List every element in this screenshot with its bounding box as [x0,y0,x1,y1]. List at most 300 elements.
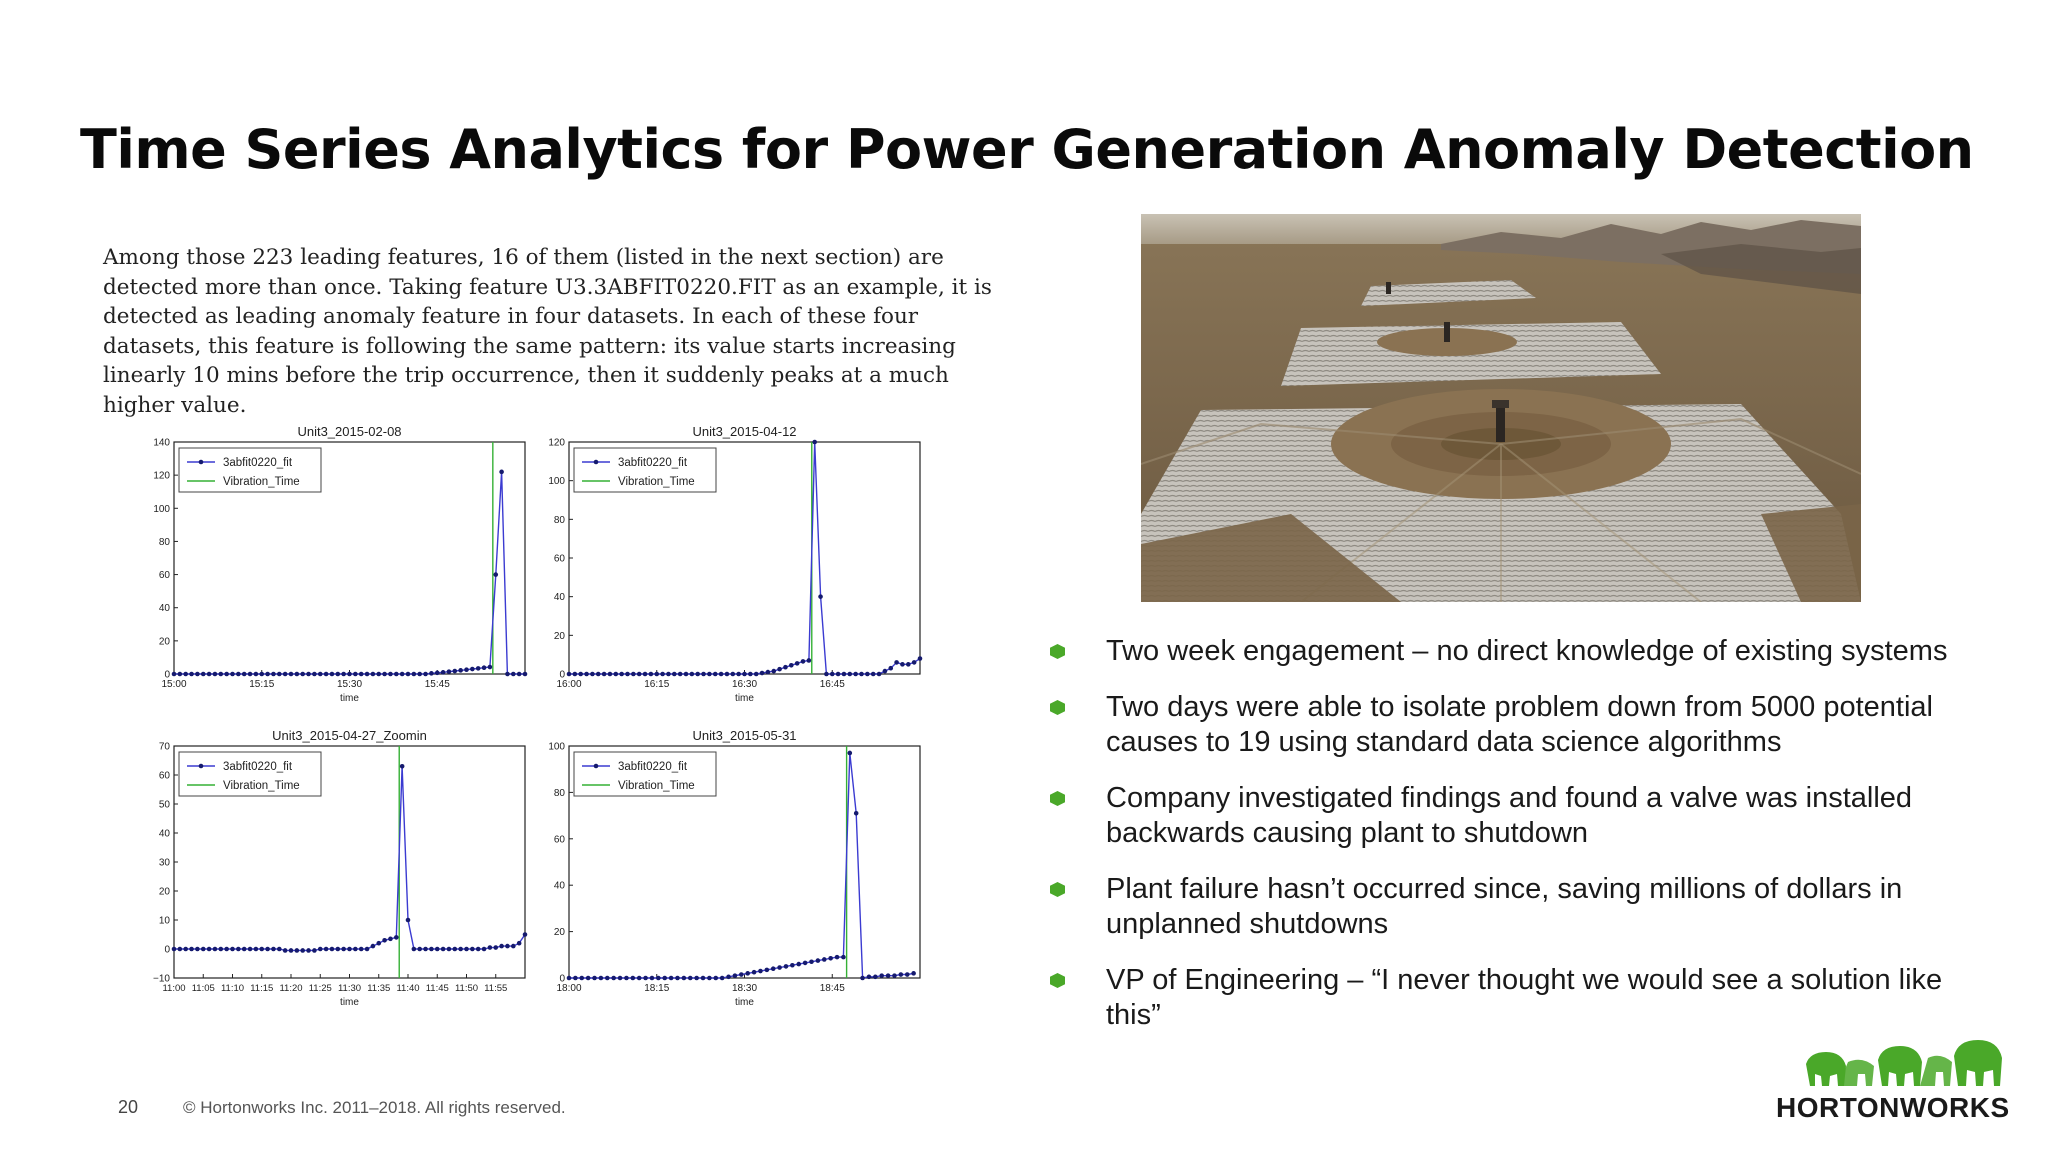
data-point [760,671,765,676]
chart-legend [179,448,321,492]
y-tick-label: 80 [158,536,170,548]
data-point [447,669,452,674]
data-point [499,470,504,475]
data-point [605,976,610,981]
chart-legend [574,752,716,796]
chart-svg [535,728,925,1016]
y-tick-label: 80 [553,787,565,799]
y-tick-label: 0 [559,973,565,985]
data-point [388,937,393,942]
data-point [271,947,276,952]
x-tick-label: 15:45 [424,679,450,690]
data-point [752,970,757,975]
data-point [382,672,387,677]
data-point [592,976,597,981]
chart-svg [140,728,530,1016]
data-point [394,672,399,677]
key-points-list [1050,634,1990,1054]
data-point [619,672,624,677]
data-point [300,672,305,677]
data-point [254,672,259,677]
legend-marker [199,460,204,465]
data-point [341,672,346,677]
y-tick-label: 120 [153,470,170,482]
data-point [312,948,317,953]
y-tick-label: 40 [158,603,170,615]
data-point [707,672,712,677]
data-point [219,672,224,677]
data-point [289,948,294,953]
data-point [400,672,405,677]
data-point [324,672,329,677]
data-point [860,976,865,981]
legend-label: 3abfit0220_fit [618,761,688,773]
data-point [848,751,853,756]
y-tick-label: 0 [164,944,170,956]
data-point [739,972,744,977]
data-point [412,947,417,952]
data-point [611,976,616,981]
data-point [818,594,823,599]
data-point [476,666,481,671]
data-point [365,947,370,952]
paper-excerpt: Among those 223 leading features, 16 of them (listed in the next section) are detected more than once. Taking feature U3.3ABFIT0220.FIT as an example, it is detected as leading anomaly feature in four datasets. In each of these four datasets, this feature is following the same pattern: its value starts increasing linearly 10 mins before the trip occurrence, then it suddenly peaks at a much higher value. [103,245,992,418]
chart-title: Unit3_2015-04-12 [692,424,797,439]
y-tick-label: 70 [158,741,170,753]
hexagon-bullet-icon [1050,791,1065,806]
data-point [201,672,206,677]
data-point [283,672,288,677]
data-point [499,944,504,949]
y-tick-label: 100 [548,476,565,488]
data-point [236,672,241,677]
data-point [666,672,671,677]
data-point [183,947,188,952]
y-tick-label: 20 [553,630,565,642]
page-number: 20 [118,1097,139,1117]
data-point [824,672,829,677]
x-axis-label: time [735,693,754,704]
data-point [347,672,352,677]
legend-label: Vibration_Time [223,780,300,792]
data-point [742,672,747,677]
data-point [783,665,788,670]
data-point [614,672,619,677]
data-point [842,672,847,677]
data-point [745,971,750,976]
data-point [726,975,731,980]
data-point [265,947,270,952]
bullet-item [1050,872,1990,942]
data-point [511,672,516,677]
data-point [213,672,218,677]
x-tick-label: 11:05 [191,983,215,994]
data-point [567,672,572,677]
x-tick-label: 11:10 [220,983,245,994]
data-point [371,672,376,677]
data-point [423,947,428,952]
data-point [725,672,730,677]
x-tick-label: 18:30 [731,983,758,994]
data-point [189,672,194,677]
data-point [412,672,417,677]
data-point [654,672,659,677]
y-tick-label: 20 [158,886,170,898]
data-point [675,976,680,981]
data-point [441,947,446,952]
data-point [330,672,335,677]
data-point [476,947,481,952]
y-tick-label: 100 [153,503,170,515]
data-point [224,672,229,677]
data-point [584,672,589,677]
data-point [183,672,188,677]
data-point [656,976,661,981]
x-tick-label: 15:15 [249,679,275,690]
bullet-text: Company investigated findings and found a valve was installed backwards causing plant to shutdown [1106,782,1913,849]
data-point [382,938,387,943]
y-tick-label: 60 [158,570,170,582]
data-point [277,672,282,677]
data-point [277,947,282,952]
data-point [470,667,475,672]
data-point [867,975,872,980]
x-tick-label: 18:15 [644,983,670,994]
data-point [482,947,487,952]
data-point [765,968,770,973]
data-point [417,947,422,952]
data-point [289,672,294,677]
data-point [912,660,917,665]
data-point [841,955,846,960]
data-point [905,972,910,977]
data-point [624,976,629,981]
data-point [435,947,440,952]
x-tick-label: 11:45 [425,983,449,994]
data-point [511,944,516,949]
data-point [336,947,341,952]
data-point [423,672,428,677]
data-point [672,672,677,677]
legend-label: Vibration_Time [223,476,300,488]
bullet-item [1050,690,1990,760]
data-point [790,963,795,968]
data-point [618,976,623,981]
data-point [590,672,595,677]
data-point [242,672,247,677]
data-point [731,672,736,677]
data-point [807,658,812,663]
hexagon-bullet-icon [1050,644,1065,659]
chart-legend [179,752,321,796]
x-tick-label: 16:15 [644,679,670,690]
legend-label: 3abfit0220_fit [223,457,293,469]
data-point [470,947,475,952]
data-point [195,947,200,952]
chart-legend [574,448,716,492]
chart-unit3-2015-05-31 [535,728,925,1016]
data-point [873,975,878,980]
data-point [701,976,706,981]
bullet-text: Two week engagement – no direct knowledge of existing systems [1106,635,1948,667]
data-point [694,976,699,981]
copyright-notice: © Hortonworks Inc. 2011–2018. All rights reserved. [183,1098,566,1117]
x-axis-label: time [340,997,359,1008]
data-point [429,671,434,676]
chart-unit3-2015-02-08 [140,424,530,712]
x-tick-label: 11:15 [250,983,274,994]
data-point [877,672,882,677]
data-point [400,764,405,769]
data-point [517,941,522,946]
data-point [650,976,655,981]
data-point [803,961,808,966]
data-point [701,672,706,677]
bullet-text: Plant failure hasn’t occurred since, saving millions of dollars in unplanned shutdowns [1106,873,1903,940]
data-point [371,944,376,949]
data-point [353,947,358,952]
data-point [578,672,583,677]
chart-svg [535,424,925,712]
x-tick-label: 11:20 [279,983,303,994]
elephants-icon [1770,1040,2010,1092]
legend-marker [199,764,204,769]
data-point [899,972,904,977]
data-point [271,672,276,677]
data-point [684,672,689,677]
data-point [719,672,724,677]
data-point [573,672,578,677]
chart-unit3-2015-04-12 [535,424,925,712]
data-point [429,947,434,952]
data-point [464,947,469,952]
chart-title: Unit3_2015-05-31 [692,728,797,743]
bullet-item [1050,634,1990,669]
chart-svg [140,424,530,712]
data-point [669,976,674,981]
data-point [347,947,352,952]
data-point [324,947,329,952]
data-point [784,964,789,969]
data-point [631,672,636,677]
x-tick-label: 11:40 [396,983,420,994]
data-point [865,672,870,677]
slide-title: Time Series Analytics for Power Generation Anomaly Detection [80,118,1974,181]
data-point [631,976,636,981]
data-point [682,976,687,981]
data-point [488,945,493,950]
y-tick-label: 40 [553,880,565,892]
data-point [493,945,498,950]
y-tick-label: 60 [158,770,170,782]
data-point [306,672,311,677]
x-tick-label: 11:30 [337,983,362,994]
data-point [394,935,399,940]
data-point [573,976,578,981]
data-point [918,656,923,661]
data-point [883,669,888,674]
y-tick-label: 60 [553,553,565,565]
data-point [230,672,235,677]
data-point [359,947,364,952]
data-point [853,672,858,677]
data-point [894,660,899,665]
data-point [189,947,194,952]
hexagon-bullet-icon [1050,973,1065,988]
data-point [695,672,700,677]
data-point [795,661,800,666]
data-point [828,956,833,961]
y-tick-label: 100 [548,741,565,753]
x-tick-label: 18:00 [556,983,582,994]
data-point [254,947,259,952]
data-point [690,672,695,677]
x-tick-label: 11:00 [162,983,186,994]
data-point [579,976,584,981]
data-point [248,947,253,952]
data-point [336,672,341,677]
data-point [265,672,270,677]
data-point [758,969,763,974]
data-point [283,948,288,953]
data-point [295,672,300,677]
data-point [300,948,305,953]
data-point [312,672,317,677]
chart-unit3-2015-04-27-zoomin [140,728,530,1016]
x-tick-label: 11:55 [484,983,508,994]
data-point [567,976,572,981]
data-point [707,976,712,981]
data-point [230,947,235,952]
data-point [359,672,364,677]
hortonworks-logo [1770,1040,2010,1125]
hexagon-bullet-icon [1050,882,1065,897]
bullet-item [1050,963,1990,1033]
data-point [178,947,183,952]
data-point [341,947,346,952]
data-point [643,672,648,677]
data-point [822,957,827,962]
logo-wordmark: HORTONWORKS [1776,1092,2010,1123]
data-point [660,672,665,677]
data-point [458,668,463,673]
x-axis-label: time [735,997,754,1008]
data-point [365,672,370,677]
data-point [435,671,440,676]
data-point [318,672,323,677]
y-tick-label: −10 [153,973,170,985]
y-tick-label: 20 [158,636,170,648]
data-point [766,670,771,675]
x-tick-label: 16:00 [556,679,582,690]
x-tick-label: 15:30 [336,679,363,690]
x-tick-label: 16:45 [819,679,845,690]
data-point [523,672,528,677]
data-point [207,672,212,677]
data-point [812,440,817,445]
legend-marker [594,764,599,769]
chart-title: Unit3_2015-02-08 [297,424,402,439]
data-point [330,947,335,952]
chart-title: Unit3_2015-04-27_Zoomin [272,728,427,743]
y-tick-label: 60 [553,834,565,846]
data-point [637,976,642,981]
data-point [201,947,206,952]
data-point [482,665,487,670]
hexagon-bullet-icon [1050,700,1065,715]
x-tick-label: 11:35 [367,983,391,994]
data-point [854,811,859,816]
data-point [417,672,422,677]
legend-label: Vibration_Time [618,476,695,488]
data-point [441,670,446,675]
bullet-item [1050,781,1990,851]
legend-label: 3abfit0220_fit [618,457,688,469]
data-point [172,947,177,952]
x-tick-label: 15:00 [161,679,187,690]
data-point [789,663,794,668]
data-point [259,947,264,952]
data-point [596,672,601,677]
y-tick-label: 50 [158,799,170,811]
y-tick-label: 120 [548,437,565,449]
data-point [662,976,667,981]
data-point [736,672,741,677]
data-point [505,944,510,949]
legend-marker [594,460,599,465]
data-point [586,976,591,981]
y-tick-label: 80 [553,514,565,526]
data-point [900,662,905,667]
y-tick-label: 20 [553,927,565,939]
data-point [754,672,759,677]
data-point [688,976,693,981]
data-point [242,947,247,952]
data-point [733,973,738,978]
data-point [458,947,463,952]
x-tick-label: 18:45 [819,983,845,994]
data-point [224,947,229,952]
data-point [505,672,510,677]
data-point [406,918,411,923]
x-tick-label: 11:50 [454,983,479,994]
data-point [830,672,835,677]
data-point [713,976,718,981]
data-point [608,672,613,677]
data-point [886,973,891,978]
data-point [493,572,498,577]
solar-plant-aerial-photo [1141,214,1861,602]
data-point [888,666,893,671]
data-point [911,971,916,976]
data-point [809,959,814,964]
bullet-text: VP of Engineering – “I never thought we would see a solution like this” [1106,964,1943,1031]
data-point [777,965,782,970]
data-point [207,947,212,952]
data-point [376,941,381,946]
data-point [388,672,393,677]
data-point [906,662,911,667]
data-point [871,672,876,677]
data-point [488,665,493,670]
data-point [771,966,776,971]
data-point [771,669,776,674]
data-point [602,672,607,677]
data-point [720,976,725,981]
data-point [859,672,864,677]
data-point [464,667,469,672]
data-point [178,672,183,677]
